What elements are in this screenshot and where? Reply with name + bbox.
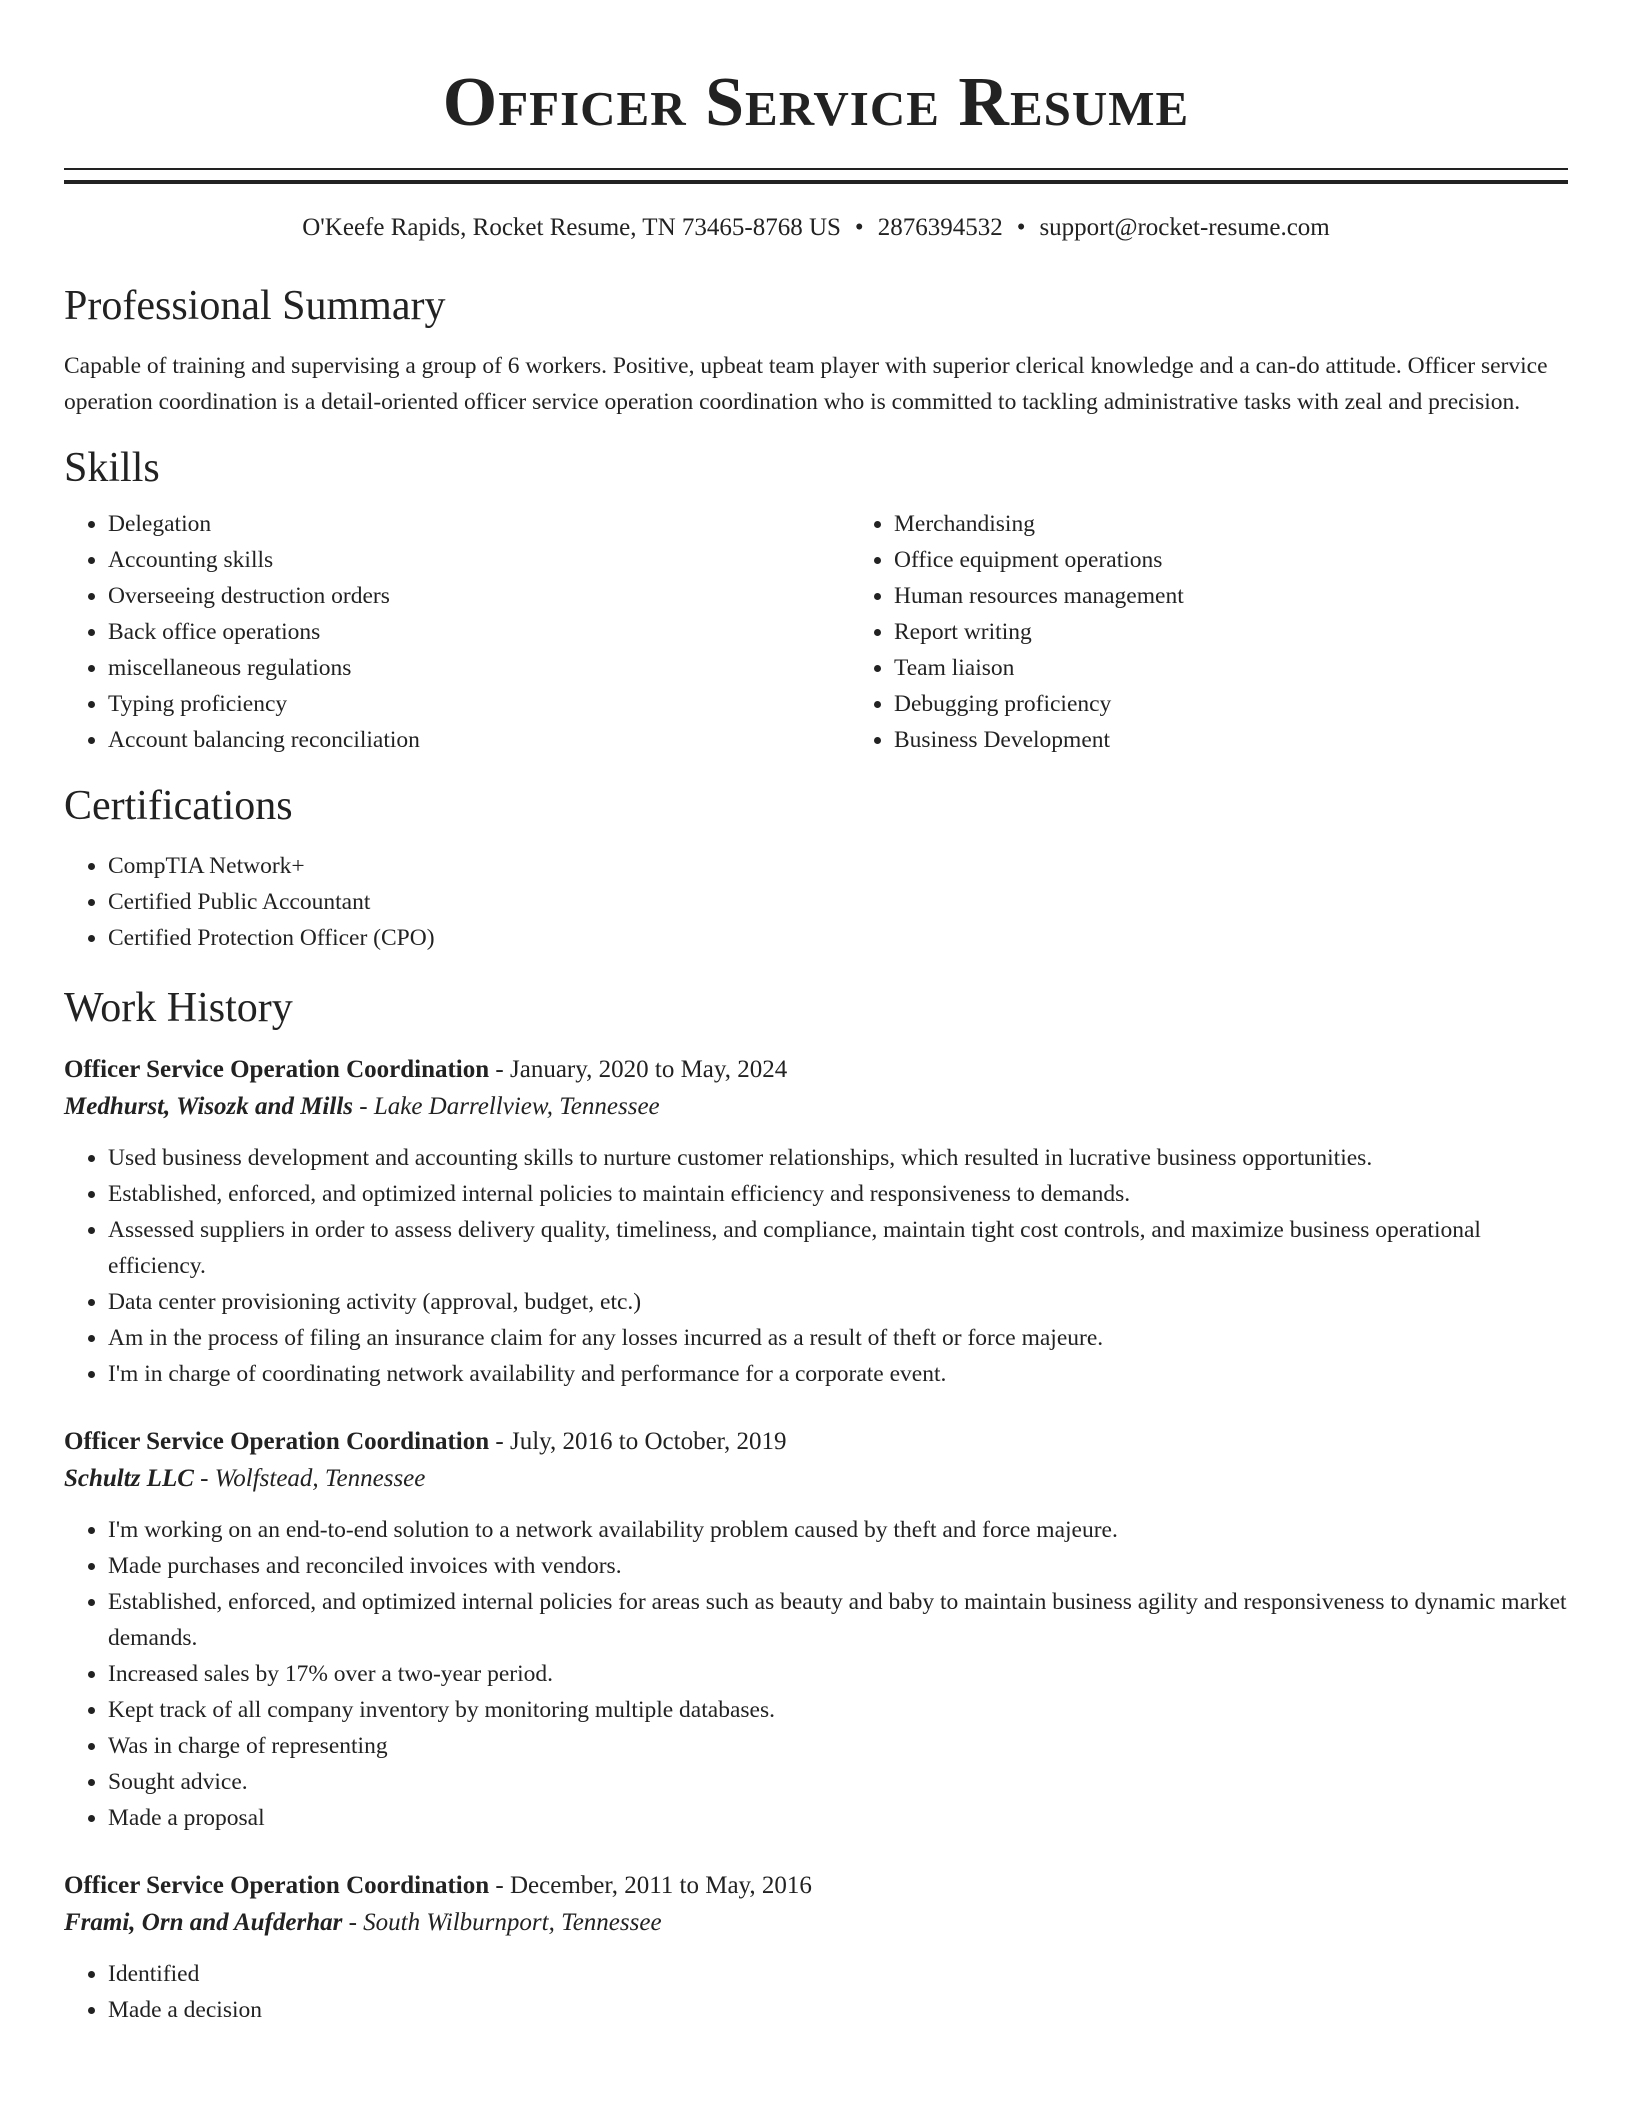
certifications-heading: Certifications	[64, 783, 293, 829]
job-bullet: • Sought advice.	[108, 1764, 1568, 1800]
job-bullets	[64, 1140, 1568, 1392]
job-bullet: • Am in the process of filing an insurance claim for any losses incurred as a result of theft or force majeure.	[108, 1320, 1568, 1356]
skills-columns	[64, 506, 1568, 758]
job-dates: - January, 2020 to May, 2024	[489, 1056, 788, 1083]
job-bullet: • Data center provisioning activity (approval, budget, etc.)	[108, 1284, 1568, 1320]
contact-line	[64, 210, 1568, 246]
skills-right-list	[850, 506, 1632, 758]
contact-phone: 2876394532	[877, 214, 1003, 241]
skill-item: • Typing proficiency	[108, 686, 850, 722]
certifications-section	[64, 780, 1568, 956]
job-bullet: • Identified	[108, 1956, 1568, 1992]
certification-item: • CompTIA Network+	[108, 848, 1568, 884]
job-bullet: • Used business development and accounting skills to nurture customer relationships, which resulted in lucrative business opportunities.	[108, 1140, 1568, 1176]
job-location: - Lake Darrellview, Tennessee	[353, 1093, 660, 1120]
job-location: - South Wilburnport, Tennessee	[342, 1909, 662, 1936]
summary-heading: Professional Summary	[64, 283, 446, 329]
job-company-line	[64, 1904, 1568, 1942]
job-bullet: • Assessed suppliers in order to assess delivery quality, timeliness, and compliance, maintain tight cost controls, and maximize business operational efficiency.	[108, 1212, 1568, 1284]
job-bullet: • Established, enforced, and optimized internal policies for areas such as beauty and baby to maintain business agility and responsiveness to dynamic market demands.	[108, 1584, 1568, 1656]
skill-item: • Account balancing reconciliation	[108, 722, 850, 758]
skill-item: • Accounting skills	[108, 542, 850, 578]
skill-item: • Office equipment operations	[894, 542, 1632, 578]
job-title: Officer Service Operation Coordination	[64, 1872, 490, 1899]
skill-item: • Team liaison	[894, 650, 1632, 686]
job-bullet: • I'm working on an end-to-end solution to a network availability problem caused by theft and force majeure.	[108, 1512, 1568, 1548]
skills-section	[64, 442, 1568, 758]
title-double-rule	[64, 168, 1568, 184]
job-dates: - July, 2016 to October, 2019	[489, 1428, 787, 1455]
job-location: - Wolfstead, Tennessee	[193, 1465, 426, 1492]
job-bullet: • Made a proposal	[108, 1800, 1568, 1836]
contact-separator: •	[1016, 214, 1026, 241]
skill-item: • Debugging proficiency	[894, 686, 1632, 722]
job-bullet: • Established, enforced, and optimized internal policies to maintain efficiency and responsiveness to demands.	[108, 1176, 1568, 1212]
job-title-line	[64, 1424, 1568, 1460]
skill-item: • Back office operations	[108, 614, 850, 650]
skill-item: • Report writing	[894, 614, 1632, 650]
work-history-section	[64, 982, 1568, 2028]
contact-email: support@rocket-resume.com	[1039, 214, 1330, 241]
job-bullet: • Increased sales by 17% over a two-year period.	[108, 1656, 1568, 1692]
job-entry	[64, 1868, 1568, 2028]
skill-item: • Merchandising	[894, 506, 1632, 542]
job-dates: - December, 2011 to May, 2016	[489, 1872, 812, 1899]
contact-address: O'Keefe Rapids, Rocket Resume, TN 73465-8768 US	[302, 214, 841, 241]
certification-item: • Certified Public Accountant	[108, 884, 1568, 920]
job-company: Medhurst, Wisozk and Mills	[64, 1093, 353, 1120]
summary-section	[64, 280, 1568, 420]
certifications-list	[64, 848, 1568, 956]
job-company-line	[64, 1460, 1568, 1498]
job-bullet: • Kept track of all company inventory by monitoring multiple databases.	[108, 1692, 1568, 1728]
summary-text: Capable of training and supervising a group of 6 workers. Positive, upbeat team player with superior clerical knowledge and a can-do attitude. Officer service operation coordination is a detail-oriented officer service operation coordination who is committed to tackling administrative tasks with zeal and precision.	[64, 353, 1548, 415]
job-title: Officer Service Operation Coordination	[64, 1056, 490, 1083]
certification-item: • Certified Protection Officer (CPO)	[108, 920, 1568, 956]
skills-left-list	[64, 506, 850, 758]
skill-item: • miscellaneous regulations	[108, 650, 850, 686]
job-company: Frami, Orn and Aufderhar	[64, 1909, 343, 1936]
job-title: Officer Service Operation Coordination	[64, 1428, 490, 1455]
resume-title: Officer Service Resume	[442, 64, 1190, 141]
contact-separator: •	[854, 214, 864, 241]
work-history-heading: Work History	[64, 985, 293, 1031]
job-title-line	[64, 1052, 1568, 1088]
job-bullet: • Made a decision	[108, 1992, 1568, 2028]
skill-item: • Business Development	[894, 722, 1632, 758]
job-entry	[64, 1424, 1568, 1836]
job-bullet: • Made purchases and reconciled invoices with vendors.	[108, 1548, 1568, 1584]
job-company: Schultz LLC	[64, 1465, 194, 1492]
skill-item: • Delegation	[108, 506, 850, 542]
skills-heading: Skills	[64, 445, 160, 491]
skill-item: • Human resources management	[894, 578, 1632, 614]
job-bullets	[64, 1512, 1568, 1836]
job-entry	[64, 1052, 1568, 1392]
skill-item: • Overseeing destruction orders	[108, 578, 850, 614]
job-title-line	[64, 1868, 1568, 1904]
job-bullet: • I'm in charge of coordinating network availability and performance for a corporate event.	[108, 1356, 1568, 1392]
job-bullets	[64, 1956, 1568, 2028]
job-company-line	[64, 1088, 1568, 1126]
job-bullet: • Was in charge of representing	[108, 1728, 1568, 1764]
